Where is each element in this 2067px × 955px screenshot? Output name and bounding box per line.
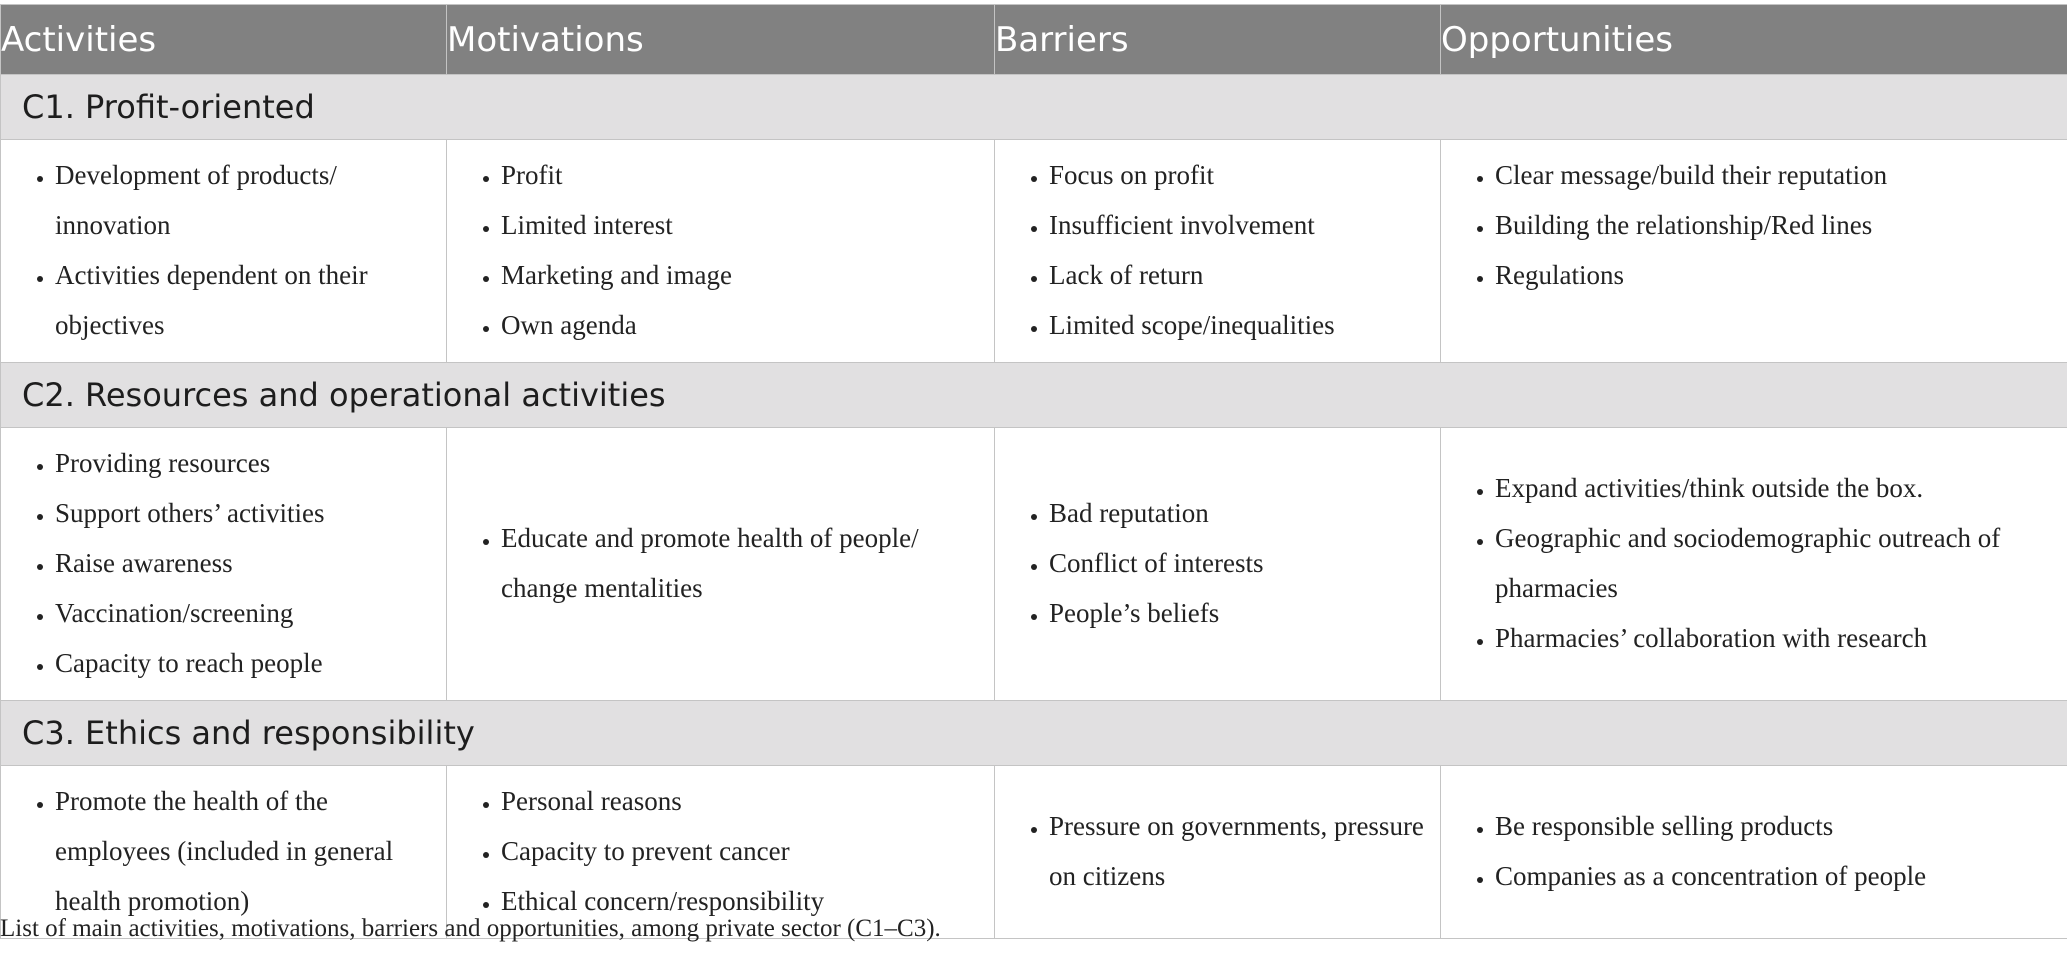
category-row-c2: [1, 363, 2067, 428]
opportunities-cell: [1441, 428, 2067, 701]
list-item: • Bad reputation: [1049, 488, 1424, 538]
data-table: [0, 4, 2067, 939]
header-barriers: Barriers: [995, 5, 1441, 75]
list-item: • Marketing and image: [501, 250, 978, 300]
activities-cell: [1, 766, 447, 939]
list-item: • Lack of return: [1049, 250, 1424, 300]
category-row-c1: [1, 75, 2067, 140]
list-item: • Conflict of interests: [1049, 538, 1424, 588]
list-item: • Ethical concern/responsibility: [501, 876, 978, 926]
barriers-cell: [995, 428, 1441, 701]
list-item: • Regulations: [1495, 250, 2051, 300]
list-item: • Expand activities/think outside the box.: [1495, 463, 2051, 513]
header-opportunities: Opportunities: [1441, 5, 2067, 75]
list-item: • Raise awareness: [55, 538, 430, 588]
activities-cell: [1, 428, 447, 701]
list-item: • Vaccination/screening: [55, 588, 430, 638]
list-item: • Geographic and sociodemographic outreach of pharmacies: [1495, 513, 2051, 613]
list-item: • Profit: [501, 150, 978, 200]
list-item: • Development of products/ innovation: [55, 150, 430, 250]
list-item: • Support others’ activities: [55, 488, 430, 538]
motivations-cell: [447, 140, 995, 363]
category-title: C1. Profit-oriented: [1, 75, 2067, 140]
category-title: C2. Resources and operational activities: [1, 363, 2067, 428]
list-item: • Clear message/build their reputation: [1495, 150, 2051, 200]
header-activities: Activities: [1, 5, 447, 75]
list-item: • Own agenda: [501, 300, 978, 350]
list-item: • Building the relationship/Red lines: [1495, 200, 2051, 250]
list-item: • Pressure on governments, pressure on citizens: [1049, 801, 1424, 901]
list-item: • Capacity to reach people: [55, 638, 430, 688]
list-item: • People’s beliefs: [1049, 588, 1424, 638]
list-item: • Promote the health of the employees (included in general health promotion): [55, 776, 430, 926]
table-row: [1, 140, 2067, 363]
list-item: • Educate and promote health of people/ change mentalities: [501, 513, 978, 613]
activities-cell: [1, 140, 447, 363]
list-item: • Pharmacies’ collaboration with research: [1495, 613, 2051, 663]
category-row-c3: [1, 701, 2067, 766]
motivations-cell: [447, 428, 995, 701]
barriers-cell: [995, 766, 1441, 939]
list-item: • Be responsible selling products: [1495, 801, 2051, 851]
list-item: • Companies as a concentration of people: [1495, 851, 2051, 901]
list-item: • Personal reasons: [501, 776, 978, 826]
motivations-cell: [447, 766, 995, 939]
header-motivations: Motivations: [447, 5, 995, 75]
header-row: [1, 5, 2067, 75]
list-item: • Limited interest: [501, 200, 978, 250]
barriers-cell: [995, 140, 1441, 363]
table-row: [1, 428, 2067, 701]
list-item: • Capacity to prevent cancer: [501, 826, 978, 876]
category-title: C3. Ethics and responsibility: [1, 701, 2067, 766]
list-item: • Insufficient involvement: [1049, 200, 1424, 250]
opportunities-cell: [1441, 766, 2067, 939]
list-item: • Activities dependent on their objectives: [55, 250, 430, 350]
list-item: • Providing resources: [55, 438, 430, 488]
table-row: [1, 766, 2067, 939]
list-item: • Limited scope/inequalities: [1049, 300, 1424, 350]
opportunities-cell: [1441, 140, 2067, 363]
table-caption: List of main activities, motivations, barriers and opportunities, among private sector (C1–C3).: [0, 915, 941, 942]
list-item: • Focus on profit: [1049, 150, 1424, 200]
